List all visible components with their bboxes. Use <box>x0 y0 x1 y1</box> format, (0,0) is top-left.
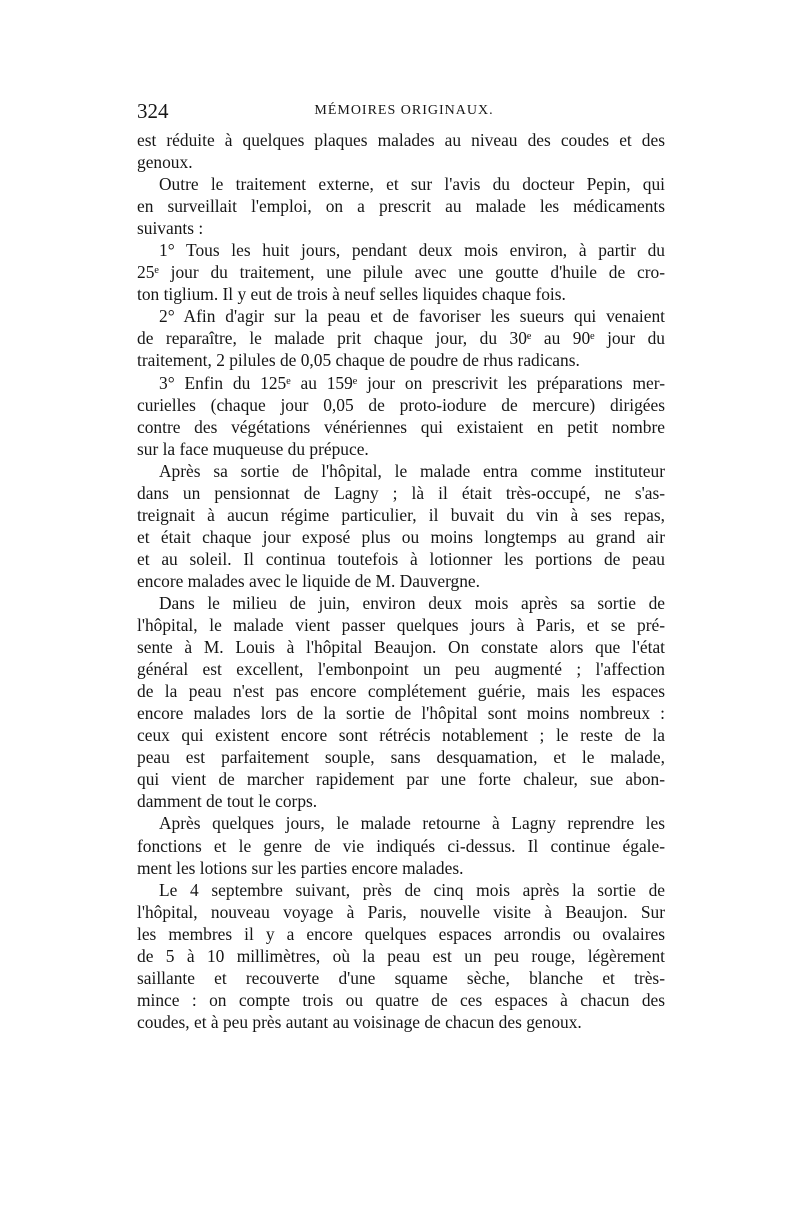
text-line: contre des végétations vénériennes qui existaient en petit nombre <box>137 416 665 437</box>
running-title: MÉMOIRES ORIGINAUX. <box>314 103 494 118</box>
text-line: de reparaître, le malade prit chaque jour, du 30ᵉ au 90ᵉ jour du <box>137 328 665 349</box>
text-line: ment les lotions sur les parties encore malades. <box>137 857 464 878</box>
text-line: de la peau n'est pas encore complétement guérie, mais les espaces <box>137 681 665 702</box>
text-line: ton tiglium. Il y eut de trois à neuf selles liquides chaque fois. <box>137 284 566 305</box>
text-line: curielles (chaque jour 0,05 de proto-iodure de mercure) dirigées <box>137 394 665 415</box>
text-line: et était chaque jour exposé plus ou moins longtemps au grand air <box>137 526 665 547</box>
text-line: l'hôpital, nouveau voyage à Paris, nouvelle visite à Beaujon. Sur <box>137 901 665 922</box>
text-line: sur la face muqueuse du prépuce. <box>137 438 369 459</box>
text-line: peau est parfaitement souple, sans desquamation, et le malade, <box>137 747 665 768</box>
text-line: fonctions et le genre de vie indiqués ci-dessus. Il continue égale- <box>137 835 665 856</box>
text-line: général est excellent, l'embonpoint un peu augmenté ; l'affection <box>137 659 665 680</box>
text-line: est réduite à quelques plaques malades au niveau des coudes et des <box>137 130 665 150</box>
body-text <box>137 129 665 1033</box>
text-line: treignait à aucun régime particulier, il buvait du vin à ses repas, <box>137 504 665 525</box>
paragraph <box>137 592 665 812</box>
paragraph <box>137 879 665 1033</box>
text-line: en surveillait l'emploi, on a prescrit au malade les médicaments <box>137 196 665 217</box>
text-line: traitement, 2 pilules de 0,05 chaque de poudre de rhus radicans. <box>137 350 580 371</box>
text-line: suivants : <box>137 218 204 239</box>
text-line: sente à M. Louis à l'hôpital Beaujon. On constate alors que l'état <box>137 637 665 658</box>
text-line: les membres il y a encore quelques espaces arrondis ou ovalaires <box>137 923 665 944</box>
paragraph <box>137 173 665 239</box>
text-line: Le 4 septembre suivant, près de cinq mois après la sortie de <box>159 879 665 900</box>
text-line: et au soleil. Il continua toutefois à lotionner les portions de peau <box>137 548 665 569</box>
text-line: l'hôpital, le malade vient passer quelques jours à Paris, et se pré- <box>137 615 665 636</box>
text-line: coudes, et à peu près autant au voisinage de chacun des genoux. <box>137 1011 582 1032</box>
text-line: 1° Tous les huit jours, pendant deux mois environ, à partir du <box>159 240 665 261</box>
text-line: 3° Enfin du 125ᵉ au 159ᵉ jour on prescrivit les préparations mer- <box>159 372 665 393</box>
text-line: mince : on compte trois ou quatre de ces espaces à chacun des <box>137 989 665 1010</box>
paragraph <box>137 239 665 305</box>
text-line: encore malades avec le liquide de M. Dauvergne. <box>137 570 480 591</box>
text-line: 25ᵉ jour du traitement, une pilule avec une goutte d'huile de cro- <box>137 262 665 283</box>
paragraph <box>137 129 665 173</box>
text-line: ceux qui existent encore sont rétrécis notablement ; le reste de la <box>137 725 665 746</box>
paragraph <box>137 812 665 878</box>
paragraph <box>137 460 665 592</box>
text-line: Outre le traitement externe, et sur l'avis du docteur Pepin, qui <box>159 174 665 195</box>
page-number: 324 <box>137 99 169 123</box>
text-line: dans un pensionnat de Lagny ; là il était très-occupé, ne s'as- <box>137 482 665 503</box>
text-line: encore malades lors de la sortie de l'hôpital sont moins nombreux : <box>137 703 665 724</box>
text-line: 2° Afin d'agir sur la peau et de favoriser les sueurs qui venaient <box>159 306 665 327</box>
paragraph <box>137 372 665 460</box>
text-line: Dans le milieu de juin, environ deux mois après sa sortie de <box>159 592 665 613</box>
text-line: damment de tout le corps. <box>137 791 318 812</box>
text-line: saillante et recouverte d'une squame sèche, blanche et très- <box>137 967 665 988</box>
text-line: genoux. <box>137 152 193 173</box>
text-line: de 5 à 10 millimètres, où la peau est un peu rouge, légèrement <box>137 945 665 966</box>
text-line: Après sa sortie de l'hôpital, le malade entra comme instituteur <box>159 460 665 481</box>
paragraph <box>137 305 665 371</box>
text-line: Après quelques jours, le malade retourne à Lagny reprendre les <box>159 813 665 834</box>
text-line: qui vient de marcher rapidement par une forte chaleur, sue abon- <box>137 769 665 790</box>
page-header <box>137 96 663 126</box>
